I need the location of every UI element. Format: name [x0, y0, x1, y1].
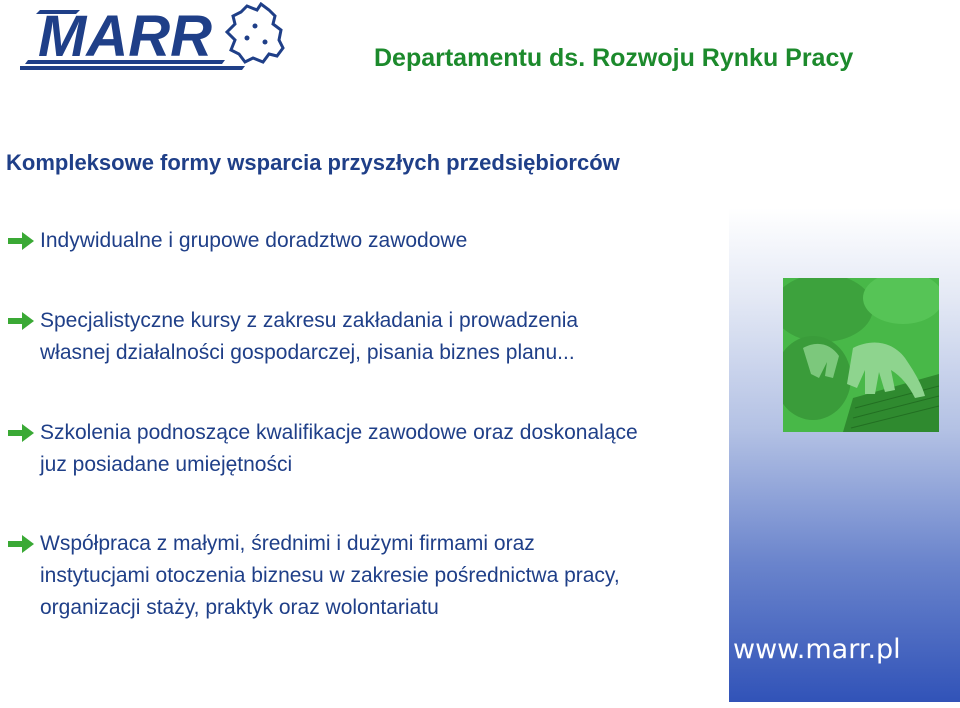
list-item	[40, 225, 467, 257]
logo-region-map-icon	[227, 4, 283, 62]
right-arrow-icon	[8, 534, 34, 554]
list-item-text: organizacji staży, praktyk oraz wolontariatu	[40, 596, 439, 619]
website-url: www.marr.pl	[733, 634, 901, 665]
right-arrow-icon	[8, 311, 34, 331]
marr-logo	[20, 2, 290, 72]
list-item	[40, 305, 578, 369]
list-item-text: instytucjami otoczenia biznesu w zakresie pośrednictwa pracy,	[40, 564, 620, 587]
hands-typing-keyboard-photo	[783, 278, 939, 432]
section-title: Kompleksowe formy wsparcia przyszłych przedsiębiorców	[6, 150, 620, 175]
list-item-text: Specjalistyczne kursy z zakresu zakładania i prowadzenia	[40, 309, 579, 332]
list-item-text: juz posiadane umiejętności	[40, 453, 293, 476]
right-arrow-icon	[8, 231, 34, 251]
list-item-text: własnej działalności gospodarczej, pisania biznes planu...	[40, 341, 575, 364]
photo-illustration	[783, 278, 939, 432]
list-item	[40, 528, 620, 624]
list-item	[40, 417, 638, 481]
department-title: Departamentu ds. Rozwoju Rynku Pracy	[374, 44, 854, 72]
list-item-text: Współpraca z małymi, średnimi i dużymi firmami oraz	[40, 532, 535, 555]
logo-wordmark: MARR	[38, 4, 212, 69]
list-item-text: Szkolenia podnoszące kwalifikacje zawodowe oraz doskonalące	[40, 421, 638, 444]
right-arrow-icon	[8, 423, 34, 443]
list-item-text: Indywidualne i grupowe doradztwo zawodowe	[40, 229, 468, 252]
